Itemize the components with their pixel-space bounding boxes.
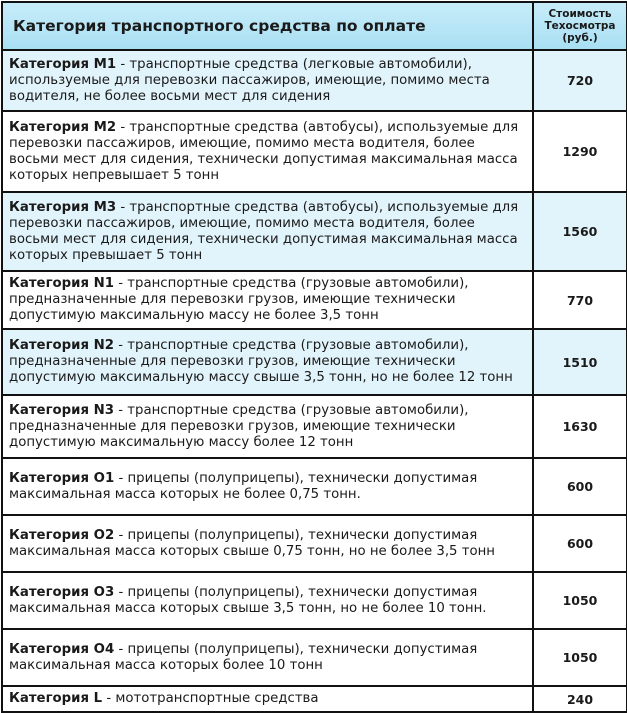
- column-header-price: [533, 2, 627, 50]
- category-name: Категория O2: [9, 527, 115, 543]
- category-text: - транспортные средства (грузовые автомобили), предназначенные для перевозки грузов, имеющие технически допустимую максимальную массу свыше 3,5 тонн, но не более 12 тонн: [9, 338, 513, 385]
- inspection-price: 240: [533, 686, 627, 712]
- category-name: Категория L: [9, 691, 103, 706]
- category-description: [2, 629, 533, 686]
- category-name: Категория M2: [9, 119, 117, 135]
- table-row: [2, 329, 627, 395]
- category-description: [2, 458, 533, 515]
- category-text: - транспортные средства (грузовые автомобили), предназначенные для перевозки грузов, имеющие технически допустимую максимальную массу более 12 тонн: [9, 402, 469, 450]
- category-description: [2, 111, 533, 192]
- inspection-price: 600: [533, 458, 627, 515]
- price-header-line: Техосмотра: [544, 20, 616, 32]
- table-row: [2, 192, 627, 271]
- table-row: [2, 111, 627, 192]
- category-description: [2, 50, 533, 111]
- category-description: [2, 271, 533, 329]
- inspection-price: 1630: [533, 395, 627, 458]
- category-description: [2, 329, 533, 395]
- inspection-price: 600: [533, 515, 627, 572]
- category-text: - прицепы (полуприцепы), технически допустимая максимальная масса которых свыше 3,5 тонн, но не более 10 тонн.: [9, 584, 487, 616]
- category-description: [2, 395, 533, 458]
- table-row: [2, 395, 627, 458]
- inspection-price: 1560: [533, 192, 627, 271]
- inspection-price-table: [1, 1, 627, 713]
- inspection-price: 1290: [533, 111, 627, 192]
- category-name: Категория N3: [9, 402, 115, 418]
- inspection-price: 1050: [533, 572, 627, 629]
- category-name: Категория N1: [9, 276, 115, 291]
- table-row: [2, 515, 627, 572]
- category-text: - мототранспортные средства: [102, 691, 319, 706]
- inspection-price: 770: [533, 271, 627, 329]
- category-name: Категория N2: [9, 338, 115, 353]
- table-header-row: [2, 2, 627, 50]
- table-row: [2, 686, 627, 712]
- category-name: Категория O1: [9, 470, 115, 486]
- category-text: - транспортные средства (автобусы), используемые для перевозки пассажиров, имеющие, помимо места водителя, более восьми мест для сидения, технически допустимая максимальная масса которых непревышает 5 тонн: [9, 119, 519, 183]
- table-row: [2, 629, 627, 686]
- table-row: [2, 572, 627, 629]
- inspection-price: 1510: [533, 329, 627, 395]
- price-header-line: Стоимость: [548, 8, 612, 20]
- category-text: - транспортные средства (грузовые автомобили), предназначенные для перевозки грузов, имеющие технически допустимую максимальную массу не более 3,5 тонн: [9, 276, 469, 323]
- table-row: [2, 271, 627, 329]
- category-name: Категория M1: [9, 56, 117, 72]
- category-text: - транспортные средства (легковые автомобили), используемые для перевозки пассажиров, имеющие, помимо места водителя, не более восьми мест для сидения: [9, 56, 490, 104]
- table-row: [2, 50, 627, 111]
- category-name: Категория O4: [9, 641, 115, 657]
- price-header-line: (руб.): [562, 32, 598, 44]
- category-text: - транспортные средства (автобусы), используемые для перевозки пассажиров, имеющие, помимо места водителя, более восьми мест для сидения, технически допустимая максимальная масса которых превышает 5 тонн: [9, 199, 519, 263]
- inspection-price: 1050: [533, 629, 627, 686]
- category-name: Категория M3: [9, 199, 117, 215]
- category-text: - прицепы (полуприцепы), технически допустимая максимальная масса которых не более 0,75 тонн.: [9, 470, 478, 502]
- inspection-price: 720: [533, 50, 627, 111]
- table-row: [2, 458, 627, 515]
- column-header-category: Категория транспортного средства по оплате: [2, 2, 533, 50]
- category-text: - прицепы (полуприцепы), технически допустимая максимальная масса которых свыше 0,75 тонн, но не более 3,5 тонн: [9, 527, 495, 559]
- category-description: [2, 515, 533, 572]
- category-description: [2, 572, 533, 629]
- category-description: [2, 686, 533, 712]
- category-name: Категория O3: [9, 584, 115, 600]
- category-text: - прицепы (полуприцепы), технически допустимая максимальная масса которых более 10 тонн: [9, 641, 478, 673]
- category-description: [2, 192, 533, 271]
